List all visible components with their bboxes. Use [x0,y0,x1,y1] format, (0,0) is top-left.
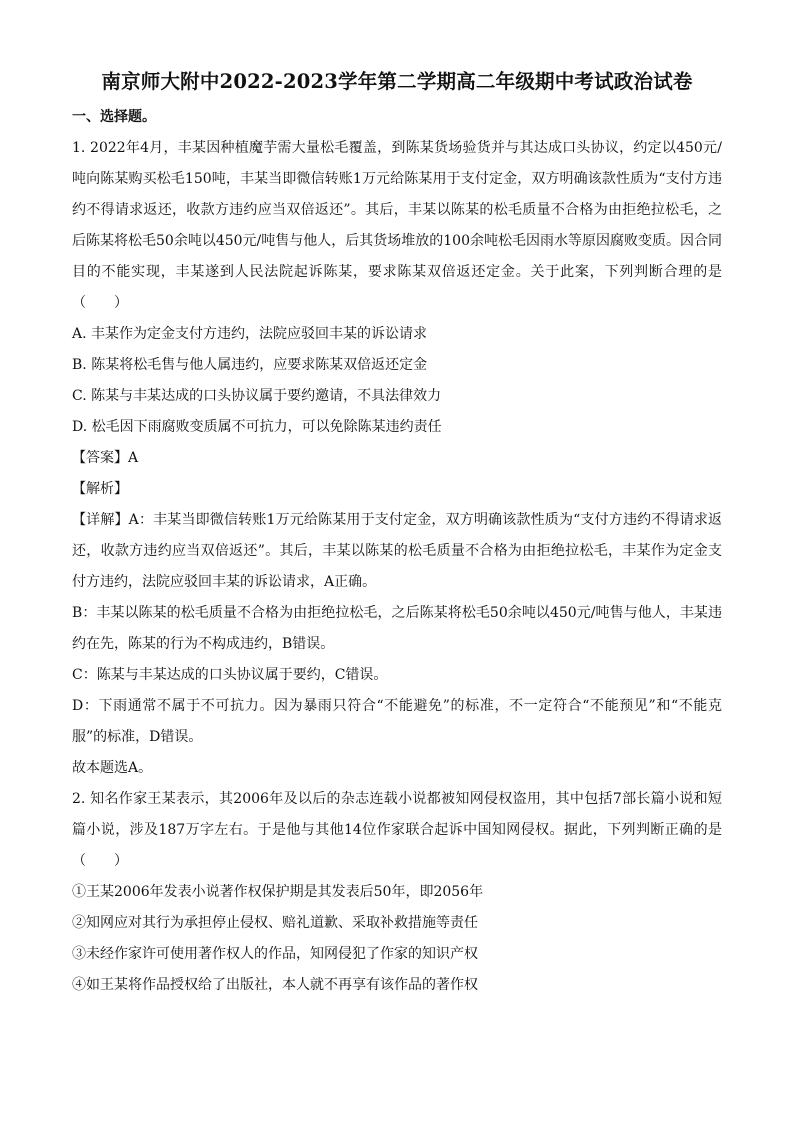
question-1-stem: 1. 2022年4月，丰某因种植魔芋需大量松毛覆盖，到陈某货场验货并与其达成口头协议，约定以450元/吨向陈某购买松毛150吨，丰某当即微信转账1万元给陈某用于支付定金，双方明确该款性质为“支付方违约不得请求返还，收款方违约应当双倍返还”。其后，丰某以陈某的松毛质量不合格为由拒绝拉松毛，之后陈某将松毛50余吨以450元/吨售与他人，后其货场堆放的100余吨松毛因雨水等原因腐败变质。因合同目的不能实现，丰某遂到人民法院起诉陈某，要求陈某双倍返还定金。关于此案，下列判断合理的是（ ） [72,140,722,311]
question-1-conclusion: 故本题选A。 [72,760,153,776]
question-2-item-4: ④如王某将作品授权给了出版社，本人就不再享有该作品的著作权 [72,977,478,993]
question-1-answer: 【答案】A [72,450,139,466]
question-1-analysis-label: 【解析】 [72,481,128,497]
exam-title: 南京师大附中2022-2023学年第二学期高二年级期中考试政治试卷 [101,70,693,93]
question-1-explain-c: C：陈某与丰某达成的口头协议属于要约，C错误。 [72,667,388,683]
question-1-explain-b: B：丰某以陈某的松毛质量不合格为由拒绝拉松毛，之后陈某将松毛50余吨以450元/吨售与他人，丰某违约在先，陈某的行为不构成违约，B错误。 [72,605,722,652]
question-1-explain-d: D：下雨通常不属于不可抗力。因为暴雨只符合“不能避免”的标准，不一定符合“不能预见”和“不能克服”的标准，D错误。 [72,698,722,745]
question-1-detail: 【详解】A：丰某当即微信转账1万元给陈某用于支付定金，双方明确该款性质为“支付方违约不得请求返还，收款方违约应当双倍返还”。其后，丰某以陈某的松毛质量不合格为由拒绝拉松毛，丰某作为定金支付方违约，法院应驳回丰某的诉讼请求，A正确。 [72,512,722,590]
question-2-item-3: ③未经作家许可使用著作权人的作品，知网侵犯了作家的知识产权 [72,946,478,962]
question-2-item-1: ①王某2006年发表小说著作权保护期是其发表后50年，即2056年 [72,884,484,900]
question-1-option-a: A. 丰某作为定金支付方违约，法院应驳回丰某的诉讼请求 [72,326,428,342]
question-1-option-b: B. 陈某将松毛售与他人属违约，应要求陈某双倍返还定金 [72,357,428,373]
section-heading: 一、选择题。 [72,109,156,125]
question-1-option-c: C. 陈某与丰某达成的口头协议属于要约邀请，不具法律效力 [72,388,442,404]
question-2-stem: 2. 知名作家王某表示，其2006年及以后的杂志连载小说都被知网侵权盗用，其中包括7部长篇小说和短篇小说，涉及187万字左右。于是他与其他14位作家联合起诉中国知网侵权。据此，下列判断正确的是（ ） [72,791,722,869]
question-2-item-2: ②知网应对其行为承担停止侵权、赔礼道歉、采取补救措施等责任 [72,915,478,931]
question-1-option-d: D. 松毛因下雨腐败变质属不可抗力，可以免除陈某违约责任 [72,419,442,435]
